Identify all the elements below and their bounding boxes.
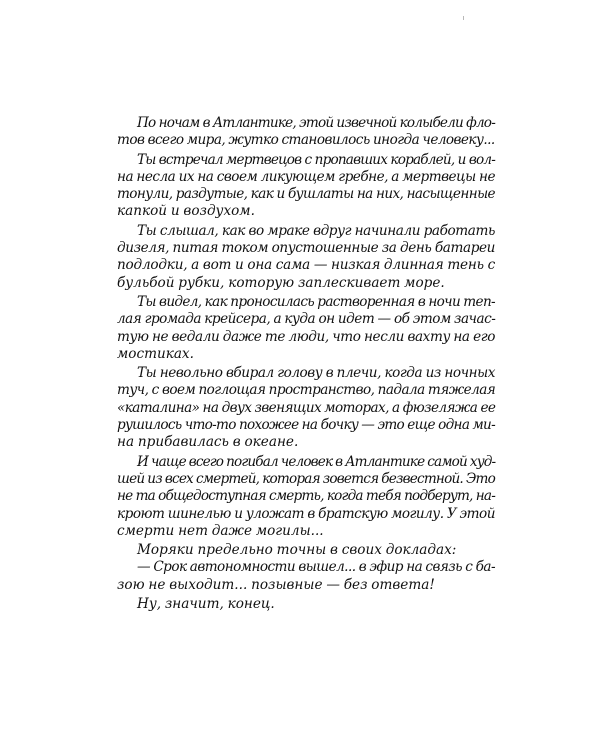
text-line: тонули, раздутые, как и бушлаты на них, насыщенные <box>117 186 495 203</box>
text-line: Моряки предельно точны в своих докладах: <box>137 542 457 559</box>
paragraph-3 <box>117 223 495 292</box>
text-line: шей из всех смертей, которая зовется безвестной. Это <box>117 470 496 487</box>
page-speck <box>463 16 464 20</box>
text-line: подлодки, а вот и она сама — низкая длинная тень с <box>117 257 495 274</box>
paragraph-4 <box>117 294 495 363</box>
text-line: «каталина» на двух звенящих моторах, а фюзеляжа ее <box>117 399 496 416</box>
paragraph-1 <box>117 115 495 150</box>
text-line: на прибавилась в океане. <box>117 434 299 451</box>
text-line: Ну, значит, конец. <box>137 596 275 613</box>
text-line: По ночам в Атлантике, этой извечной колыбели фло- <box>137 115 495 131</box>
text-line: бульбой рубки, которую заплескивает море. <box>117 274 445 291</box>
text-line: Ты видел, как проносилась растворенная в ночи теп- <box>137 293 495 310</box>
text-block <box>117 115 495 613</box>
text-line: Ты встречал мертвецов с пропавших кораблей, и вол- <box>137 151 495 168</box>
text-line: тов всего мира, жутко становилось иногда человеку... <box>117 132 495 149</box>
text-line: лая громада крейсера, а куда он идет — об этом зачас- <box>117 311 496 328</box>
text-line: кроют шинелью и уложат в братскую могилу. У этой <box>117 505 495 522</box>
text-line: тую не ведали даже те люди, что несли вахту на его <box>117 328 495 345</box>
text-line: И чаще всего погибал человек в Атлантике самой худ- <box>137 453 496 470</box>
text-line: капкой и воздухом. <box>117 203 255 220</box>
paragraph-5 <box>117 365 495 451</box>
text-line: на несла их на своем ликующем гребне, а мертвецы не <box>117 168 495 185</box>
paragraph-2 <box>117 152 495 221</box>
paragraph-8 <box>117 559 495 594</box>
text-line: дизеля, питая током опустошенные за день батареи <box>117 240 495 257</box>
text-line: туч, с воем поглощая пространство, падала тяжелая <box>117 382 496 399</box>
text-line: Ты невольно вбирал голову в плечи, когда из ночных <box>137 365 495 382</box>
text-line: зою не выходит... позывные — без ответа! <box>117 576 435 593</box>
paragraph-9 <box>117 596 495 613</box>
paragraph-6 <box>117 454 495 540</box>
text-line: Ты слышал, как во мраке вдруг начинали работать <box>137 222 495 239</box>
text-line: — Срок автономности вышел... в эфир на связь с ба- <box>137 559 495 576</box>
text-line: не та общедоступная смерть, когда тебя подберут, на- <box>117 488 495 505</box>
text-line: мостиках. <box>117 345 194 362</box>
paragraph-7 <box>117 542 495 559</box>
text-line: рушилось что-то похожее на бочку — это еще одна ми- <box>117 417 495 434</box>
text-line: смерти нет даже могилы... <box>117 522 324 539</box>
